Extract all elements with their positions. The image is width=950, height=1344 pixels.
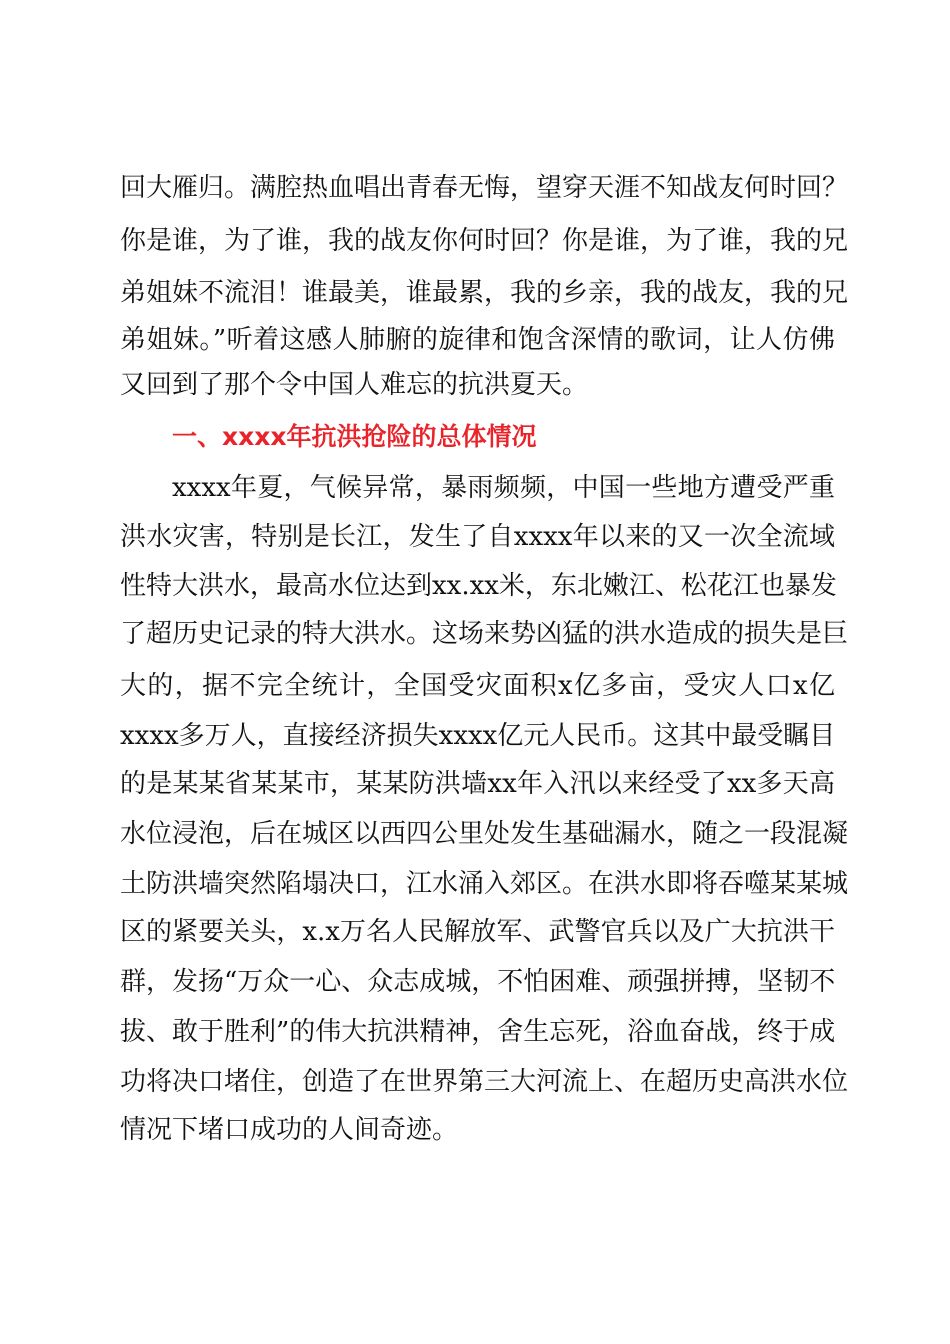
paragraph-line: 的是某某省某某市，某某防洪墙xx年入汛以来经受了xx多天高 (120, 769, 835, 799)
paragraph-line: 弟姐妹。”听着这感人肺腑的旋律和饱含深情的歌词，让人仿佛 (120, 325, 835, 355)
paragraph-line: xxxx年夏，气候异常，暴雨频频，中国一些地方遭受严重 (172, 473, 835, 503)
paragraph-line: 又回到了那个令中国人难忘的抗洪夏天。 (120, 370, 589, 400)
paragraph-line: 土防洪墙突然陷塌决口，江水涌入郊区。在洪水即将吞噬某某城 (120, 869, 849, 899)
paragraph-line: 群，发扬“万众一心、众志成城，不怕困难、顽强拼搏，坚韧不 (120, 967, 836, 997)
paragraph-line: xxxx多万人，直接经济损失xxxx亿元人民币。这其中最受瞩目 (120, 721, 836, 751)
paragraph-line: 区的紧要关头，x.x万名人民解放军、武警官兵以及广大抗洪干 (120, 917, 835, 947)
section-heading: 一、xxxx年抗洪抢险的总体情况 (172, 422, 537, 451)
paragraph-line: 功将决口堵住，创造了在世界第三大河流上、在超历史高洪水位 (120, 1067, 849, 1097)
paragraph-line: 情况下堵口成功的人间奇迹。 (120, 1115, 459, 1145)
paragraph-line: 回大雁归。满腔热血唱出青春无悔，望穿天涯不知战友何时回？ (120, 173, 849, 203)
paragraph-line: 水位浸泡，后在城区以西四公里处发生基础漏水，随之一段混凝 (120, 819, 849, 849)
paragraph-line: 了超历史记录的特大洪水。这场来势凶猛的洪水造成的损失是巨 (120, 619, 849, 649)
paragraph-line: 弟姐妹不流泪！谁最美，谁最累，我的乡亲，我的战友，我的兄 (120, 278, 849, 308)
paragraph-line: 大的，据不完全统计，全国受灾面积x亿多亩，受灾人口x亿 (120, 671, 835, 701)
paragraph-line: 洪水灾害，特别是长江，发生了自xxxx年以来的又一次全流域 (120, 522, 835, 552)
paragraph-line: 你是谁，为了谁，我的战友你何时回？你是谁，为了谁，我的兄 (120, 226, 849, 256)
paragraph-line: 拔、敢于胜利”的伟大抗洪精神，舍生忘死，浴血奋战，终于成 (120, 1017, 836, 1047)
paragraph-line: 性特大洪水，最高水位达到xx.xx米，东北嫩江、松花江也暴发 (120, 571, 837, 601)
